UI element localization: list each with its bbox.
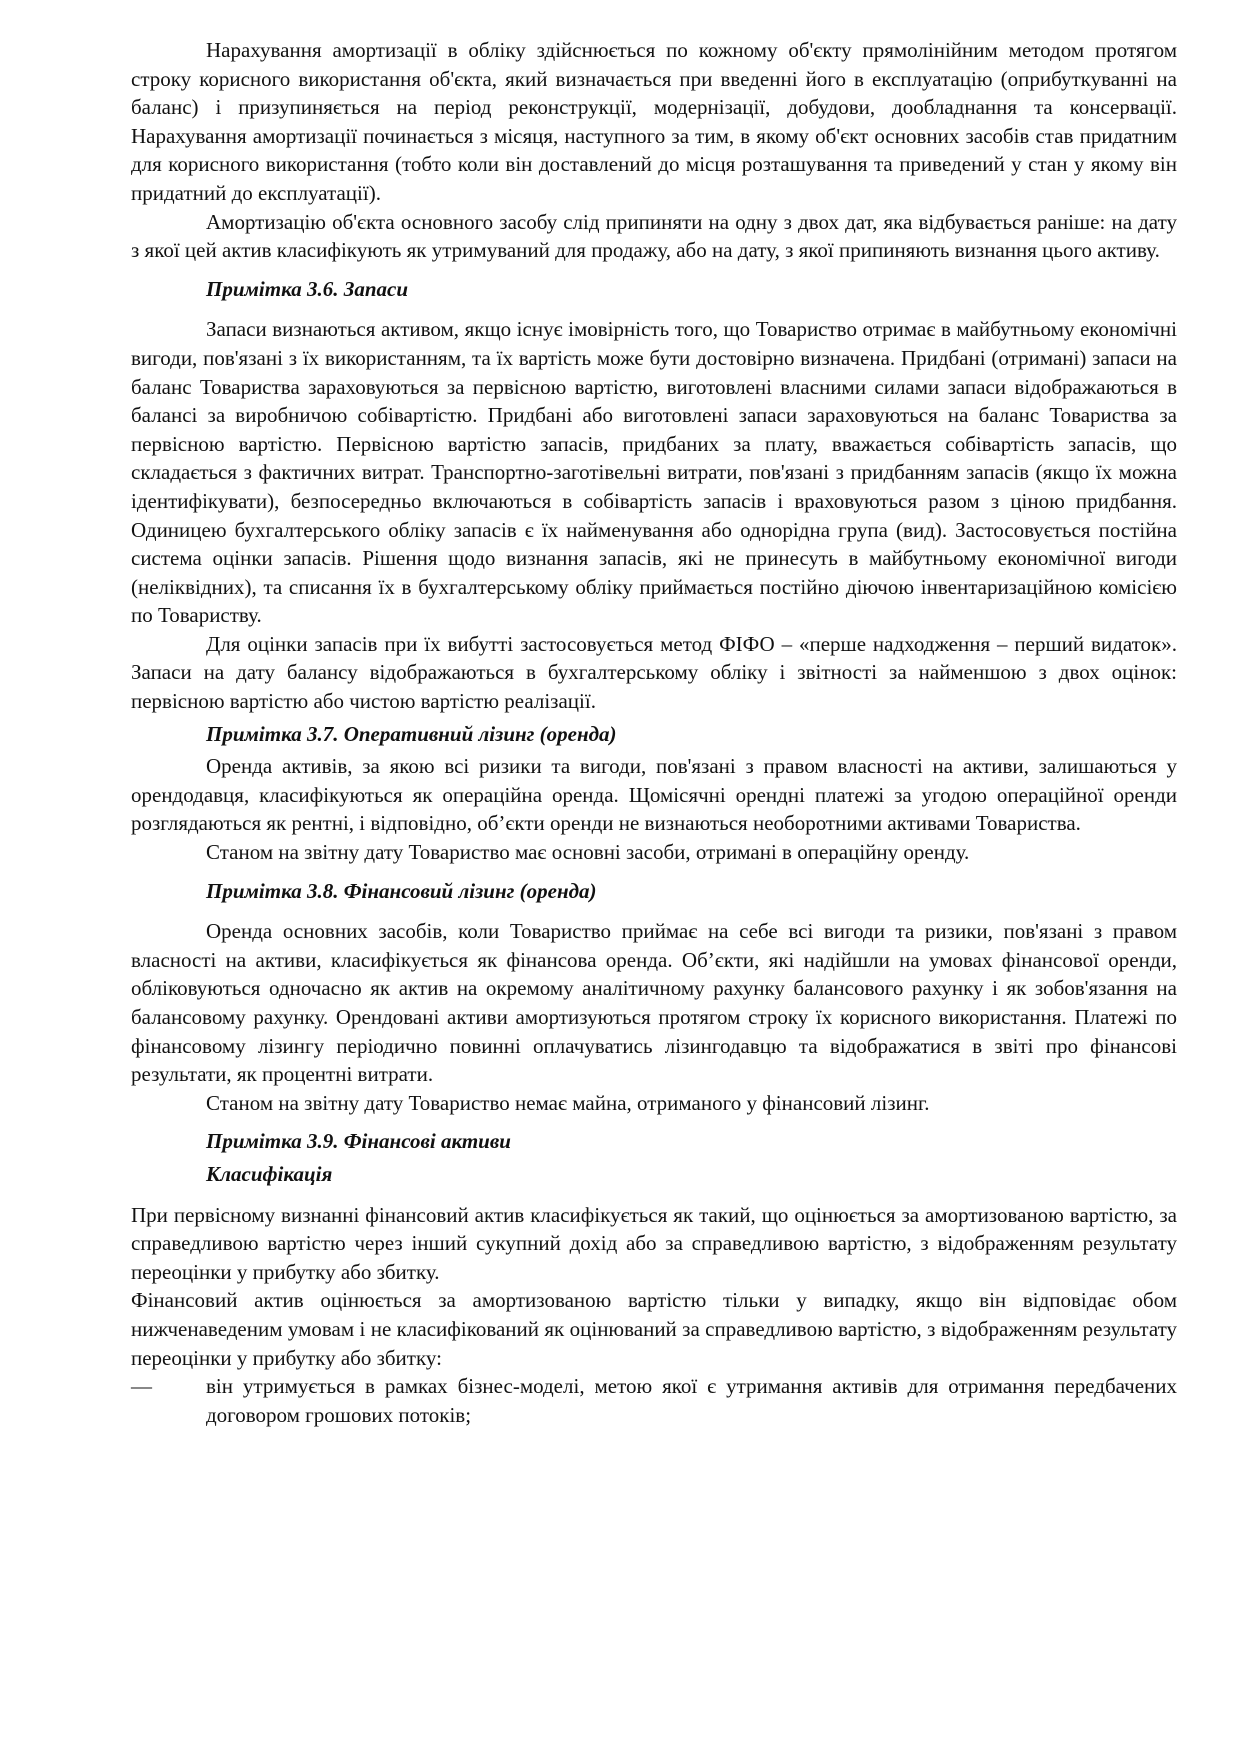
list-item bbox=[131, 1372, 1177, 1429]
paragraph-finance-lease: Оренда основних засобів, коли Товариство приймає на себе всі вигоди та ризики, пов'язані з правом власності на активи, класифікується як фінансова оренда. Об’єкти, які надійшли на умовах фінансової оренди, обліковуються одночасно як актив на окремому аналітичному рахунку балансового рахунку і як зобов'язання на балансовому рахунку. Орендовані активи амортизуються протягом строку їх корисного використання. Платежі по фінансовому лізингу періодично повинні оплачуватись лізингодавцю та відображатися в звіті про фінансові результати, як процентні витрати. bbox=[131, 919, 1177, 1087]
paragraph-amortized-cost: Фінансовий актив оцінюється за амортизованою вартістю тільки у випадку, якщо він відповідає обом нижченаведеним умовам і не класифікований як оцінюваний за справедливою вартістю, з відображенням результату переоцінки у прибутку або збитку: bbox=[131, 1288, 1177, 1370]
list-item-text: він утримується в рамках бізнес-моделі, метою якої є утримання активів для отримання передбачених договором грошових потоків; bbox=[206, 1374, 1177, 1427]
heading-note-3-9: Примітка 3.9. Фінансові активи bbox=[206, 1129, 511, 1154]
paragraph-finance-lease-status: Станом на звітну дату Товариство немає майна, отриманого у фінансовий лізинг. bbox=[206, 1090, 930, 1115]
heading-classification: Класифікація bbox=[206, 1161, 333, 1186]
paragraph-inventory: Запаси визнаються активом, якщо існує імовірність того, що Товариство отримає в майбутньому економічні вигоди, пов'язані з їх використанням, та їх вартість може бути достовірно визначена. Придбані (отримані) запаси на баланс Товариства зараховуються за первісною вартістю, виготовлені власними силами запаси відображаються в балансі за виробничою собівартістю. Придбані або виготовлені запаси зараховуються на баланс Товариства за первісною вартістю. Первісною вартістю запасів, придбаних за плату, вважається собівартість запасів, що складається з фактичних витрат. Транспортно-заготівельні витрати, пов'язані з придбанням запасів (якщо їх можна ідентифікувати), безпосередньо включаються в собівартість запасів і враховуються разом з ціною придбання. Одиницею бухгалтерського обліку запасів є їх найменування або однорідна група (вид). Застосовується постійна система оцінки запасів. Рішення щодо визнання запасів, які не принесуть в майбутньому економічної вигоди (неліквідних), та списання їх в бухгалтерському обліку приймається постійно діючою інвентаризаційною комісією по Товариству. bbox=[131, 317, 1177, 628]
paragraph-depreciation: Нарахування амортизації в обліку здійснюється по кожному об'єкту прямолінійним методом протягом строку корисного використання об'єкта, який визначається при введенні його в експлуатацію (оприбуткуванні на баланс) і призупиняється на період реконструкції, модернізації, добудови, дообладнання та консервації. Нарахування амортизації починається з місяця, наступного за тим, в якому об'єкт основних засобів став придатним для корисного використання (тобто коли він доставлений до місця розташування та приведений у стан у якому він придатний до експлуатації). bbox=[131, 38, 1177, 205]
heading-note-3-7: Примітка 3.7. Оперативний лізинг (оренда) bbox=[206, 721, 617, 746]
paragraph-inventory-fifo: Для оцінки запасів при їх вибутті застосовується метод ФІФО – «перше надходження – перший видаток». Запаси на дату балансу відображаються в бухгалтерському обліку і звітності за найменшою з двох оцінок: первісною вартістю або чистою вартістю реалізації. bbox=[131, 631, 1177, 714]
heading-note-3-6: Примітка 3.6. Запаси bbox=[206, 276, 409, 301]
paragraph-operating-lease-status: Станом на звітну дату Товариство має основні засоби, отримані в операційну оренду. bbox=[206, 840, 970, 865]
paragraph-operating-lease: Оренда активів, за якою всі ризики та вигоди, пов'язані з правом власності на активи, залишаються у орендодавця, класифікуються як операційна оренда. Щомісячні орендні платежі за угодою операційної оренди розглядаються як рентні, і відповідно, об’єкти оренди не визнаються необоротними активами Товариства. bbox=[131, 754, 1177, 836]
paragraph-depreciation-stop: Амортизацію об'єкта основного засобу слід припиняти на одну з двох дат, яка відбувається раніше: на дату з якої цей актив класифікують як утримуваний для продажу, або на дату, з якої припиняють визнання цього активу. bbox=[131, 209, 1177, 263]
heading-note-3-8: Примітка 3.8. Фінансовий лізинг (оренда) bbox=[206, 878, 597, 903]
paragraph-classification-initial: При первісному визнанні фінансовий актив класифікується як такий, що оцінюється за амортизованою вартістю, за справедливою вартістю через інший сукупний дохід або за справедливою вартістю, з відображенням результату переоцінки у прибутку або збитку. bbox=[131, 1202, 1177, 1284]
dash-bullet: — bbox=[131, 1374, 152, 1399]
